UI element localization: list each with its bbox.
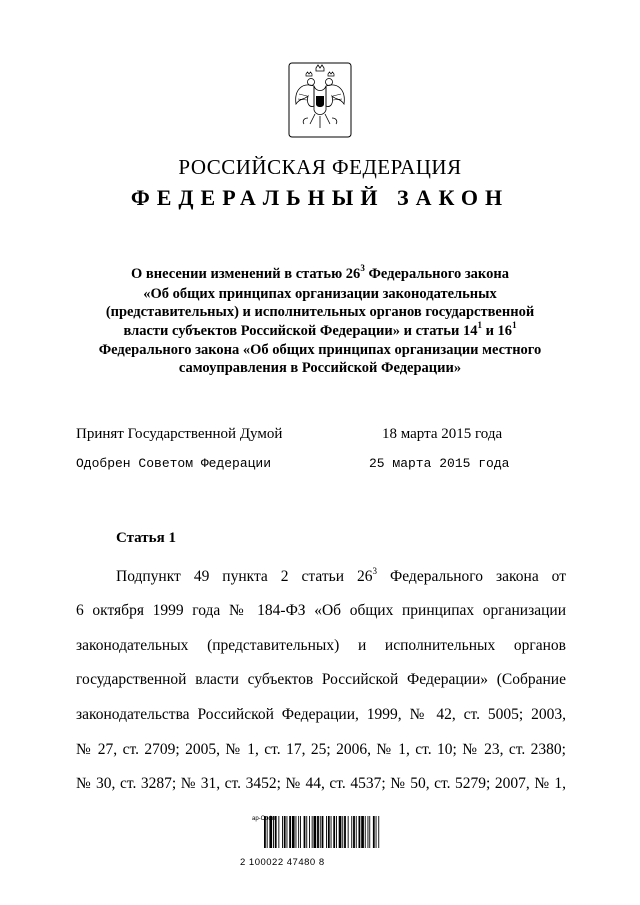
adopted-label: Принят Государственной Думой xyxy=(76,426,283,442)
barcode-bar xyxy=(296,816,297,848)
article-text-line: № 27, ст. 2709; 2005, № 1, ст. 17, 25; 2006, № 1, ст. 10; № 23, ст. 2380; xyxy=(76,741,566,758)
barcode-bar xyxy=(373,816,375,848)
article-heading: Статья 1 xyxy=(116,530,176,546)
barcode-bar xyxy=(304,816,306,848)
barcode-bar xyxy=(289,816,291,848)
barcode-bar xyxy=(342,816,343,848)
barcode-bar xyxy=(314,816,317,848)
coat-of-arms-emblem xyxy=(288,62,352,138)
barcode-bar xyxy=(322,816,324,848)
barcode-bar xyxy=(368,816,369,848)
approved-date: 25 марта 2015 года xyxy=(369,456,510,471)
barcode-bar xyxy=(331,816,332,848)
law-title-line-5: Федерального закона «Об общих принципах организации местного xyxy=(98,342,542,358)
article-text-line: Подпункт 49 пункта 2 статьи $26^3$ Федерального закона от xyxy=(116,565,567,585)
barcode-logo-text: ар-Софт xyxy=(252,816,276,822)
article-text-line: законодательных (представительных) и исполнительных органов xyxy=(76,637,566,654)
barcode-bar xyxy=(378,816,379,848)
barcode-bar xyxy=(328,816,330,848)
barcode-bar xyxy=(348,816,349,848)
barcode-bar xyxy=(356,816,357,848)
law-title-line-6: самоуправления в Российской Федерации» xyxy=(178,360,462,376)
barcode-number: 2 100022 47480 8 xyxy=(240,857,325,868)
barcode-bar xyxy=(376,816,377,848)
barcode-bar xyxy=(326,816,327,848)
article-text-line: государственной власти субъектов Российской Федерации» (Собрание xyxy=(76,671,566,688)
barcode-bar xyxy=(353,816,355,848)
article-text-line: законодательства Российской Федерации, 1999, № 42, ст. 5005; 2003, xyxy=(76,706,566,723)
law-title-line-1: О внесении изменений в статью $26^3$ Федерального закона xyxy=(131,263,509,282)
barcode-bar xyxy=(333,816,335,848)
barcode-bar xyxy=(282,816,283,848)
barcode-bar xyxy=(361,816,364,848)
barcode-bar xyxy=(369,816,370,848)
barcode-bar xyxy=(339,816,342,848)
barcode-bar xyxy=(320,816,321,848)
barcode-bar xyxy=(359,816,361,848)
article-text-line: 6 октября 1999 года № 184-ФЗ «Об общих принципах организации xyxy=(76,602,566,619)
barcode-bar xyxy=(336,816,337,848)
adopted-date: 18 марта 2015 года xyxy=(382,426,503,442)
barcode-bar xyxy=(300,816,301,848)
law-type-heading: ФЕДЕРАЛЬНЫЙ ЗАКОН xyxy=(130,185,510,210)
approved-label: Одобрен Советом Федерации xyxy=(76,456,272,471)
law-title-line-4: власти субъектов Российской Федерации» и статьи $14^1$ и $16^1$ xyxy=(123,320,517,339)
article-text-line: № 30, ст. 3287; № 31, ст. 3452; № 44, ст. 4537; № 50, ст. 5279; 2007, № 1, xyxy=(76,775,566,792)
barcode-bar xyxy=(298,816,299,848)
barcode-bar xyxy=(278,816,279,848)
barcode-bar xyxy=(365,816,366,848)
barcode-bar xyxy=(306,816,307,848)
country-name: РОССИЙСКАЯ ФЕДЕРАЦИЯ xyxy=(178,155,462,179)
barcode-bar xyxy=(309,816,310,848)
barcode-bar xyxy=(351,816,352,848)
barcode-bar xyxy=(317,816,319,848)
barcode-bar xyxy=(284,816,286,848)
law-title-line-3: (представительных) и исполнительных органов государственной xyxy=(105,304,535,320)
law-title-line-2: «Об общих принципах организации законодательных xyxy=(143,286,497,302)
barcode-bar xyxy=(287,816,288,848)
barcode-bar xyxy=(292,816,295,848)
barcode-bar xyxy=(344,816,346,848)
barcode-bar xyxy=(312,816,313,848)
